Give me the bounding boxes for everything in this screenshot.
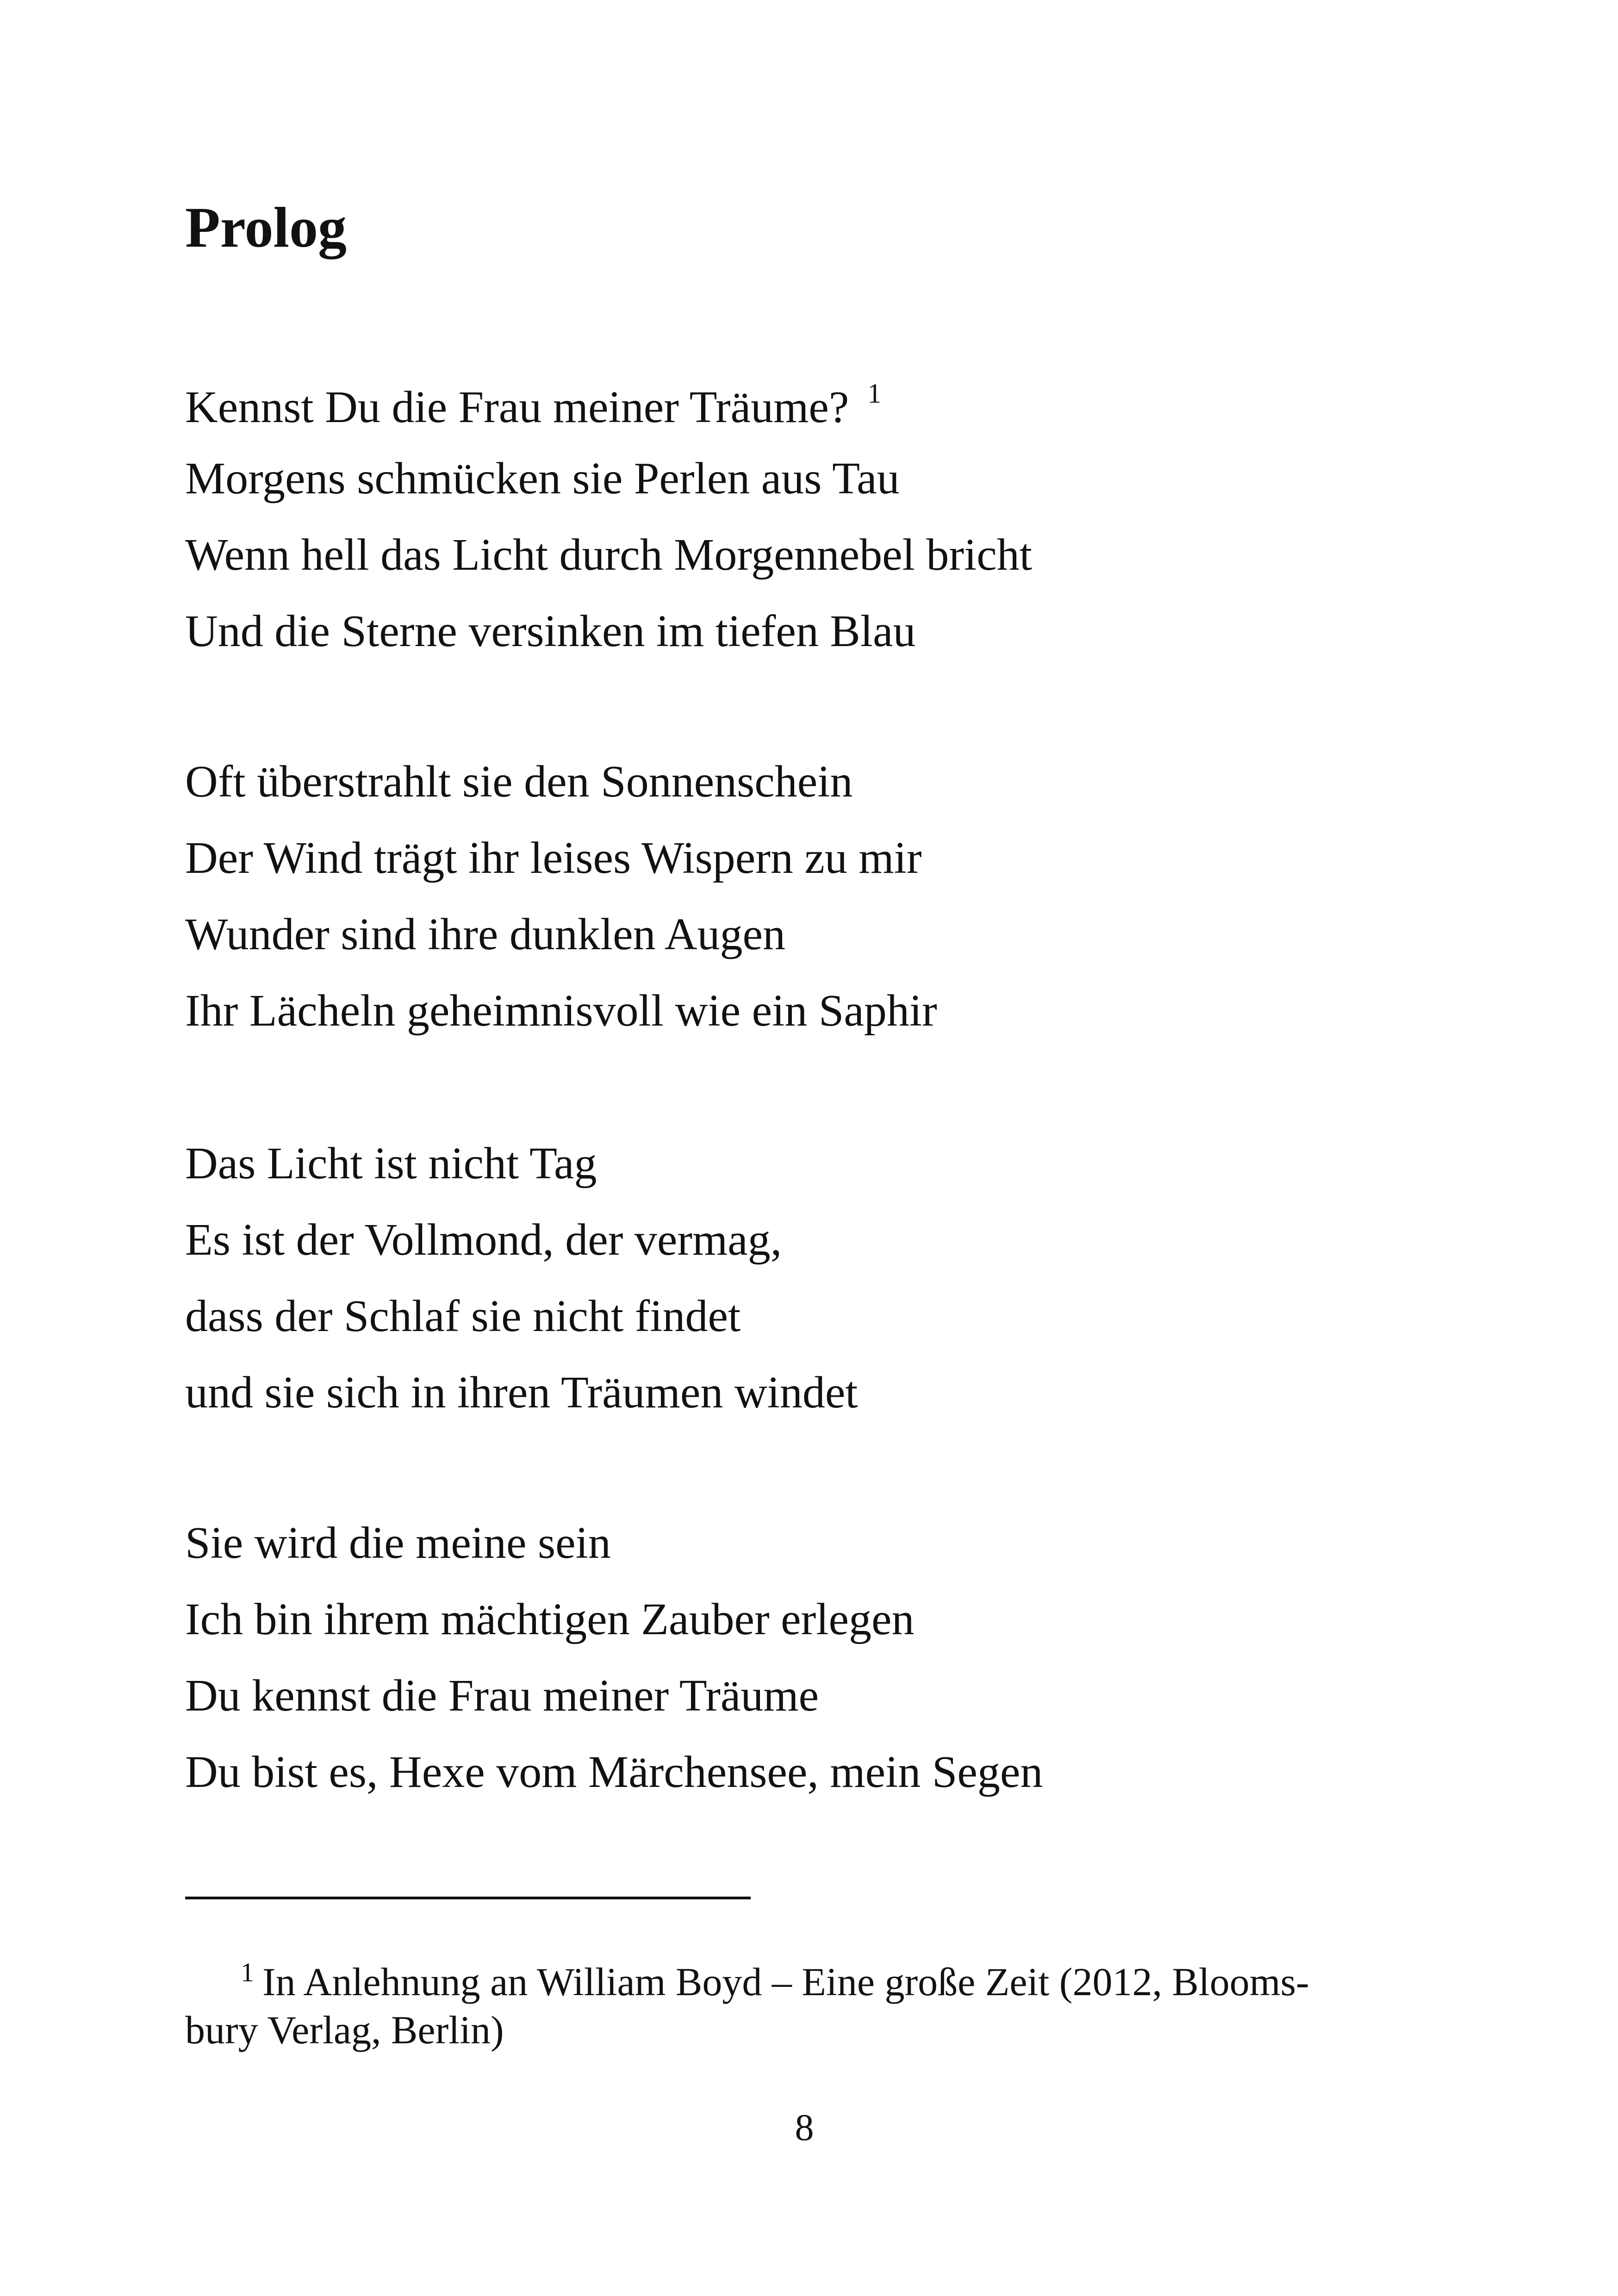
poem-line: dass der Schlaf sie nicht findet xyxy=(185,1291,741,1341)
footnote-first-line xyxy=(185,1948,1424,2006)
poem-line: Es ist der Vollmond, der vermag, xyxy=(185,1215,782,1265)
poem-line: Der Wind trägt ihr leises Wispern zu mir xyxy=(185,833,922,883)
poem-line: Das Licht ist nicht Tag xyxy=(185,1139,597,1188)
poem-line: Morgens schmücken sie Perlen aus Tau xyxy=(185,454,900,504)
poem-line: Ihr Lächeln geheimnisvoll wie ein Saphir xyxy=(185,986,937,1036)
footnote-text: In Anlehnung an William Boyd – Eine große Zeit (2012, Blooms- xyxy=(262,1960,1309,2004)
poem-line: Du bist es, Hexe vom Märchensee, mein Segen xyxy=(185,1747,1043,1797)
footnote xyxy=(185,1948,1424,2054)
poem-line xyxy=(185,380,881,430)
page-number: 8 xyxy=(795,2106,814,2148)
poem-line: Oft überstrahlt sie den Sonnenschein xyxy=(185,757,853,807)
poem-line: Du kennst die Frau meiner Träume xyxy=(185,1671,819,1721)
footnote-marker: 1 xyxy=(241,1957,254,1987)
poem-line: Und die Sterne versinken im tiefen Blau xyxy=(185,606,916,656)
poem-line: Wunder sind ihre dunklen Augen xyxy=(185,909,786,959)
footnote-text-continued: bury Verlag, Berlin) xyxy=(185,2008,504,2052)
poem-line: und sie sich in ihren Träumen windet xyxy=(185,1368,858,1418)
footnote-reference: 1 xyxy=(867,378,882,409)
poem-line: Wenn hell das Licht durch Morgennebel bricht xyxy=(185,530,1032,580)
poem-line: Ich bin ihrem mächtigen Zauber erlegen xyxy=(185,1594,915,1644)
chapter-title: Prolog xyxy=(185,196,347,259)
poem-line-text: Kennst Du die Frau meiner Träume? xyxy=(185,382,849,432)
footnote-separator xyxy=(185,1897,751,1899)
poem-line: Sie wird die meine sein xyxy=(185,1518,611,1568)
